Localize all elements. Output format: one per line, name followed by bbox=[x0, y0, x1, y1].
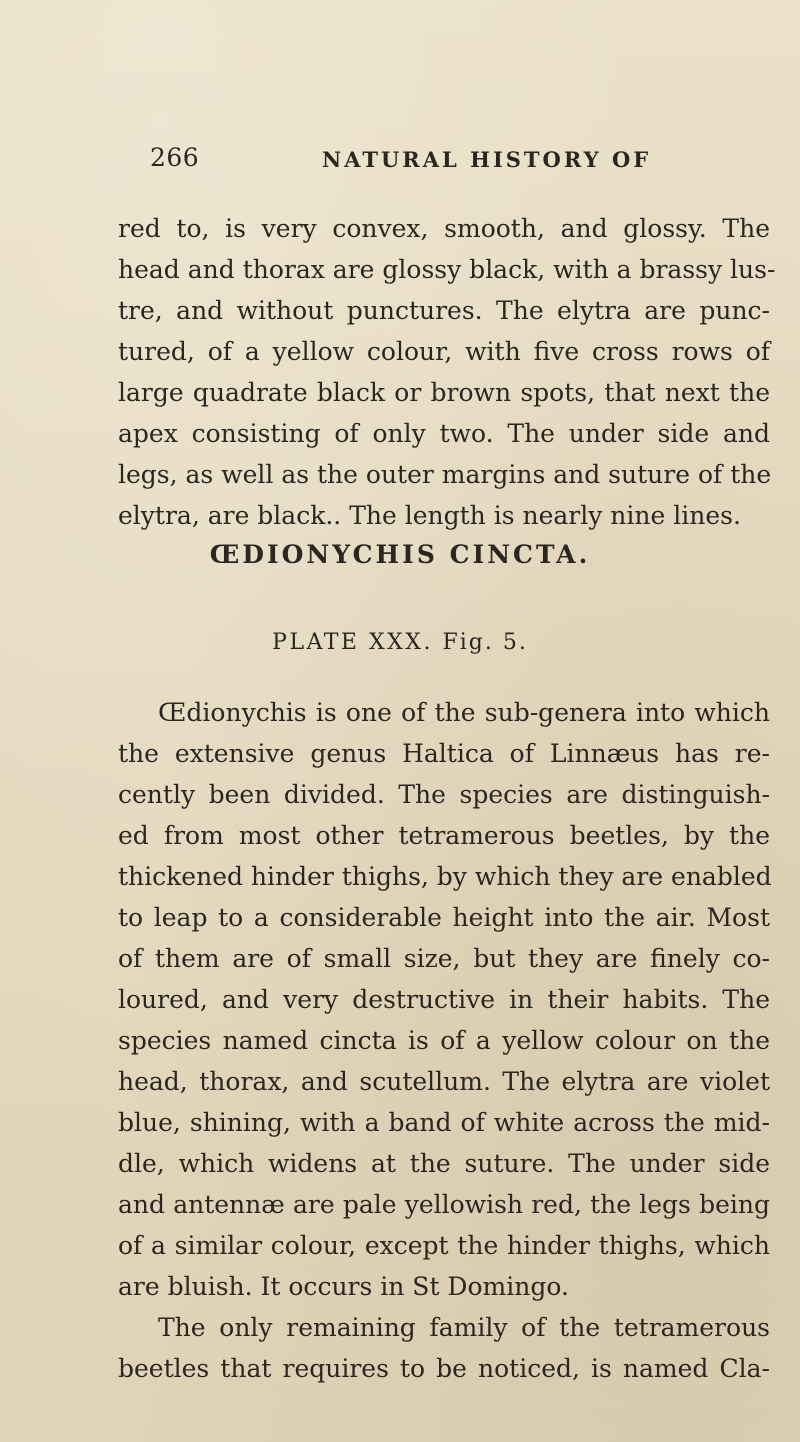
text-line: of a similar colour, except the hinder thighs, which bbox=[118, 1231, 770, 1260]
text-line: dle, which widens at the suture. The under side bbox=[118, 1149, 770, 1178]
text-line: blue, shining, with a band of white across the mid- bbox=[118, 1108, 770, 1137]
text-line: tre, and without punctures. The elytra are punc- bbox=[118, 296, 770, 325]
running-head bbox=[150, 143, 790, 183]
plate-label: PLATE XXX. bbox=[272, 630, 433, 655]
text-line: elytra, are black.. The length is nearly nine lines. bbox=[118, 501, 741, 530]
text-line: large quadrate black or brown spots, that next the bbox=[118, 378, 770, 407]
running-title: NATURAL HISTORY OF bbox=[322, 147, 652, 172]
text-line: of them are of small size, but they are finely co- bbox=[118, 944, 770, 973]
text-line: legs, as well as the outer margins and suture of the bbox=[118, 460, 772, 489]
text-line: species named cincta is of a yellow colour on the bbox=[118, 1026, 770, 1055]
text-line: beetles that requires to be noticed, is named Cla- bbox=[118, 1354, 770, 1383]
text-line: cently been divided. The species are distinguish- bbox=[118, 780, 770, 809]
figure-label: Fig. 5. bbox=[442, 630, 528, 655]
text-line: and antennæ are pale yellowish red, the legs being bbox=[118, 1190, 770, 1219]
text-line: apex consisting of only two. The under side and bbox=[118, 419, 770, 448]
text-line: head and thorax are glossy black, with a brassy lus- bbox=[118, 255, 776, 284]
paragraph-continued bbox=[118, 208, 776, 536]
text-line: red to, is very convex, smooth, and glossy. The bbox=[118, 214, 770, 243]
page-number: 266 bbox=[150, 143, 200, 172]
text-line: loured, and very destructive in their habits. The bbox=[118, 985, 770, 1014]
text-line: The only remaining family of the tetramerous bbox=[158, 1313, 770, 1342]
text-line: thickened hinder thighs, by which they are enabled bbox=[118, 862, 772, 891]
text-line: are bluish. It occurs in St Domingo. bbox=[118, 1272, 569, 1301]
text-line: head, thorax, and scutellum. The elytra are violet bbox=[118, 1067, 770, 1096]
text-line: Œdionychis is one of the sub-genera into which bbox=[158, 698, 770, 727]
text-line: tured, of a yellow colour, with five cross rows of bbox=[118, 337, 770, 366]
species-heading: ŒDIONYCHIS CINCTA. bbox=[209, 540, 591, 569]
text-line: the extensive genus Haltica of Linnæus has re- bbox=[118, 739, 770, 768]
text-line: ed from most other tetramerous beetles, by the bbox=[118, 821, 770, 850]
text-line: to leap to a considerable height into the air. Most bbox=[118, 903, 770, 932]
species-description bbox=[118, 692, 770, 1389]
plate-heading bbox=[0, 630, 800, 655]
